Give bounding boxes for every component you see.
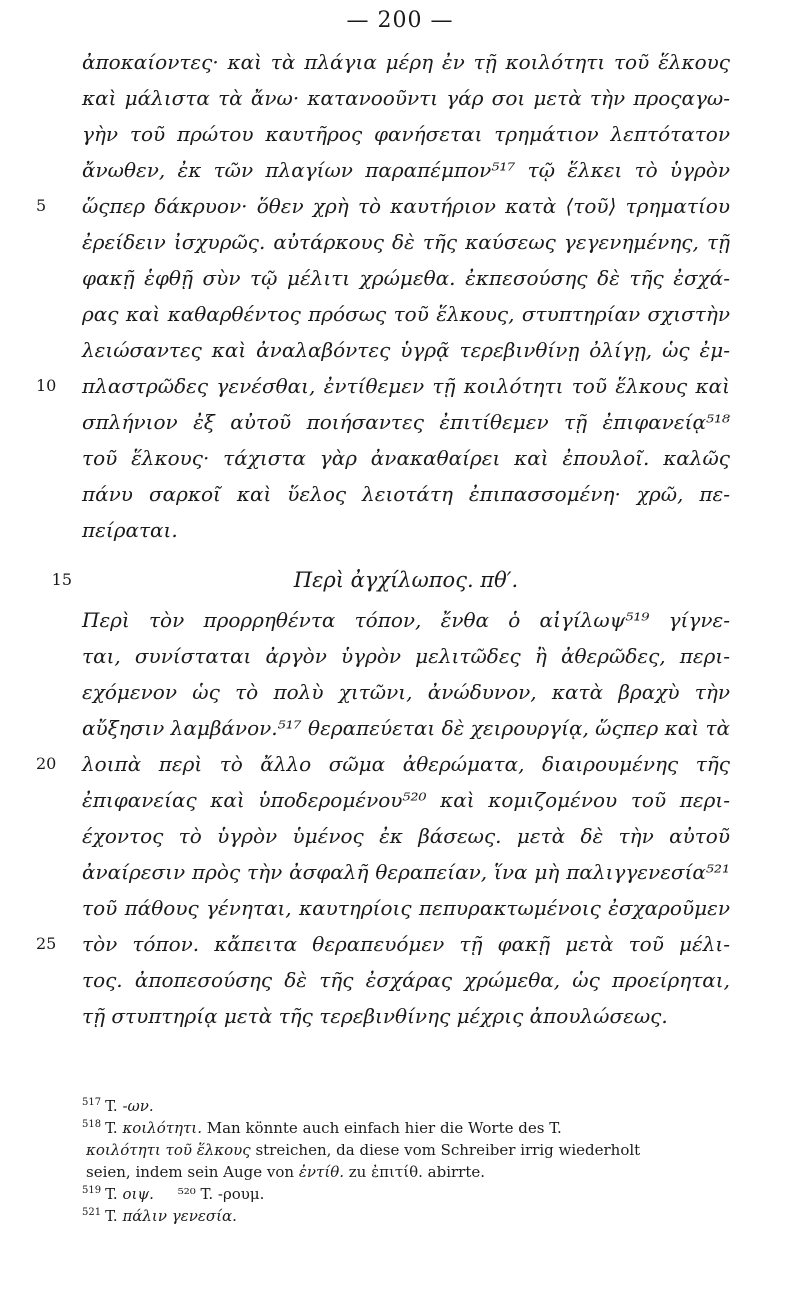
- line-text: εχόμενον ὡς τὸ πολὺ χιτῶνι, ἀνώδυνον, κατὰ βραχὺ τὴν: [82, 680, 730, 704]
- footnote-greek: οιψ.: [122, 1185, 154, 1203]
- footnote: [82, 1161, 730, 1183]
- line-text: ἄνωθεν, ἐκ τῶν πλαγίων παραπέμπον⁵¹⁷ τῷ ἕλκει τὸ ὑγρὸν: [82, 158, 730, 182]
- section-heading: [51, 562, 730, 598]
- line-text: λειώσαντες καὶ ἀναλαβόντες ὑγρᾷ τερεβινθίνῃ ὀλίγῃ, ὡς ἐμ-: [82, 338, 730, 362]
- footnote-text: T.: [105, 1097, 123, 1115]
- text-block-1: [36, 44, 730, 548]
- footnote-mark: 517: [82, 1097, 102, 1108]
- line-text: ται, συνίσταται ἀργὸν ὑγρὸν μελιτῶδες ἢ ἀθερῶδες, περι-: [82, 644, 730, 668]
- line-text: πλαστρῶδες γενέσθαι, ἐντίθεμεν τῇ κοιλότητι τοῦ ἕλκους καὶ: [82, 374, 730, 398]
- line-text: γὴν τοῦ πρώτου καυτῆρος φανήσεται τρημάτιον λεπτότατον: [82, 122, 730, 146]
- line-text: Περὶ τὸν προρρηθέντα τόπον, ἔνθα ὁ αἰγίλωψ⁵¹⁹ γίγνε-: [82, 608, 730, 632]
- line-text: ἀποκαίοντες· καὶ τὰ πλάγια μέρη ἐν τῇ κοιλότητι τοῦ ἕλκους: [82, 50, 730, 74]
- line-text: ἐπιφανείας καὶ ὑποδερομένου⁵²⁰ καὶ κομιζομένου τοῦ περι-: [82, 788, 730, 812]
- footnote-text: T.: [105, 1207, 123, 1225]
- footnote: [82, 1183, 730, 1205]
- text-line: [82, 152, 730, 188]
- footnote-text: T.: [105, 1119, 123, 1137]
- line-text: πείραται.: [82, 518, 178, 542]
- text-line: [82, 404, 730, 440]
- line-number: 5: [36, 196, 47, 215]
- text-line: [82, 512, 730, 548]
- footnote: [82, 1117, 730, 1139]
- footnotes: [82, 1095, 730, 1227]
- line-number: 25: [36, 934, 57, 953]
- line-text: αὔξησιν λαμβάνον.⁵¹⁷ θεραπεύεται δὲ χειρουργίᾳ, ὥςπερ καὶ τὰ: [82, 716, 731, 740]
- footnote: [82, 1095, 730, 1117]
- line-text: φακῇ ἑφθῇ σὺν τῷ μέλιτι χρώμεθα. ἐκπεσούσης δὲ τῆς ἐσχά-: [82, 266, 730, 290]
- footnote-text: Man könnte auch einfach hier die Worte des T.: [201, 1119, 562, 1137]
- footnote-greek: κοιλότητι.: [122, 1119, 202, 1137]
- line-text: τῇ στυπτηρίᾳ μετὰ τῆς τερεβινθίνης μέχρις ἀπουλώσεως.: [82, 1004, 668, 1028]
- line-number: 20: [36, 754, 57, 773]
- line-text: σπλήνιον ἐξ αὐτοῦ ποιήσαντες ἐπιτίθεμεν τῇ ἐπιφανείᾳ⁵¹⁸: [82, 410, 730, 434]
- text-line: [82, 332, 730, 368]
- text-line: [82, 80, 730, 116]
- line-text: καὶ μάλιστα τὰ ἄνω· κατανοοῦντι γάρ σοι μετὰ τὴν προςαγω-: [82, 86, 730, 110]
- text-line: [36, 926, 730, 962]
- footnote: [82, 1139, 730, 1161]
- text-line: [82, 854, 730, 890]
- line-text: ἀναίρεσιν πρὸς τὴν ἀσφαλῆ θεραπείαν, ἵνα μὴ παλιγγενεσία⁵²¹: [82, 860, 730, 884]
- text-line: [82, 710, 730, 746]
- text-line: [82, 998, 730, 1034]
- line-number: 15: [51, 570, 72, 589]
- text-line: [82, 296, 730, 332]
- text-line: [36, 188, 730, 224]
- text-line: [82, 224, 730, 260]
- text-line: [36, 746, 730, 782]
- line-number: 10: [36, 376, 57, 395]
- footnote-text: seien, indem sein Auge von: [86, 1163, 299, 1181]
- footnote-greek: -ων.: [122, 1097, 154, 1115]
- text-line: [82, 260, 730, 296]
- page-number: — 200 —: [346, 8, 454, 33]
- line-text: λοιπὰ περὶ τὸ ἄλλο σῶμα ἀθερώματα, διαιρουμένης τῆς: [82, 752, 730, 776]
- text-line: [82, 782, 730, 818]
- footnote-mark: 518: [82, 1119, 102, 1130]
- text-line: [82, 818, 730, 854]
- section-heading-text: Περὶ ἀγχίλωπος. πθ′.: [293, 568, 519, 592]
- footnote-greek: κοιλότητι τοῦ ἕλκους: [86, 1141, 251, 1159]
- text-line: [82, 440, 730, 476]
- line-text: έχοντος τὸ ὑγρὸν ὑμένος ἐκ βάσεως. μετὰ δὲ τὴν αὐτοῦ: [82, 824, 730, 848]
- text-line: [82, 674, 730, 710]
- footnote-greek: ἐντίθ.: [298, 1163, 345, 1181]
- text-line: [82, 116, 730, 152]
- footnote: [82, 1205, 730, 1227]
- line-text: ρας καὶ καθαρθέντος πρόσως τοῦ ἕλκους, στυπτηρίαν σχιστὴν: [82, 302, 730, 326]
- line-text: τος. ἀποπεσούσης δὲ τῆς ἐσχάρας χρώμεθα, ὡς προείρηται,: [82, 968, 730, 992]
- line-text: ὥςπερ δάκρυον· ὅθεν χρὴ τὸ καυτήριον κατὰ ⟨τοῦ⟩ τρηματίου: [82, 194, 730, 218]
- text-line: [82, 476, 730, 512]
- text-block-2: [36, 602, 731, 1034]
- text-line: [82, 890, 730, 926]
- text-line: [82, 602, 730, 638]
- line-text: τοῦ ἕλκους· τάχιστα γὰρ ἀνακαθαίρει καὶ ἐπουλοῖ. καλῶς: [82, 446, 730, 470]
- text-line: [82, 962, 730, 998]
- footnote-text: zu ἐπιτίθ. abirrte.: [344, 1163, 486, 1181]
- line-text: τὸν τόπον. κἄπειτα θεραπευόμεν τῇ φακῇ μετὰ τοῦ μέλι-: [82, 932, 730, 956]
- footnote-greek: πάλιν γενεσία.: [122, 1207, 237, 1225]
- footnote-text: streichen, da diese vom Schreiber irrig wiederholt: [250, 1141, 641, 1159]
- line-text: ἐρείδειν ἰσχυρῶς. αὐτάρκους δὲ τῆς καύσεως γεγενημένης, τῇ: [82, 230, 730, 254]
- line-text: πάνυ σαρκοῖ καὶ ὕελος λειοτάτη ἐπιπασσομένη· χρῶ, πε-: [82, 482, 730, 506]
- text-line: [36, 368, 730, 404]
- footnote-mark: 519: [82, 1185, 102, 1196]
- footnote-text: T.: [105, 1185, 123, 1203]
- footnote-text: ⁵²⁰ T. -ρουμ.: [153, 1185, 265, 1203]
- footnote-mark: 521: [82, 1207, 102, 1218]
- text-line: [82, 44, 730, 80]
- line-text: τοῦ πάθους γένηται, καυτηρίοις πεπυρακτωμένοις ἐσχαροῦμεν: [82, 896, 730, 920]
- text-line: [82, 638, 730, 674]
